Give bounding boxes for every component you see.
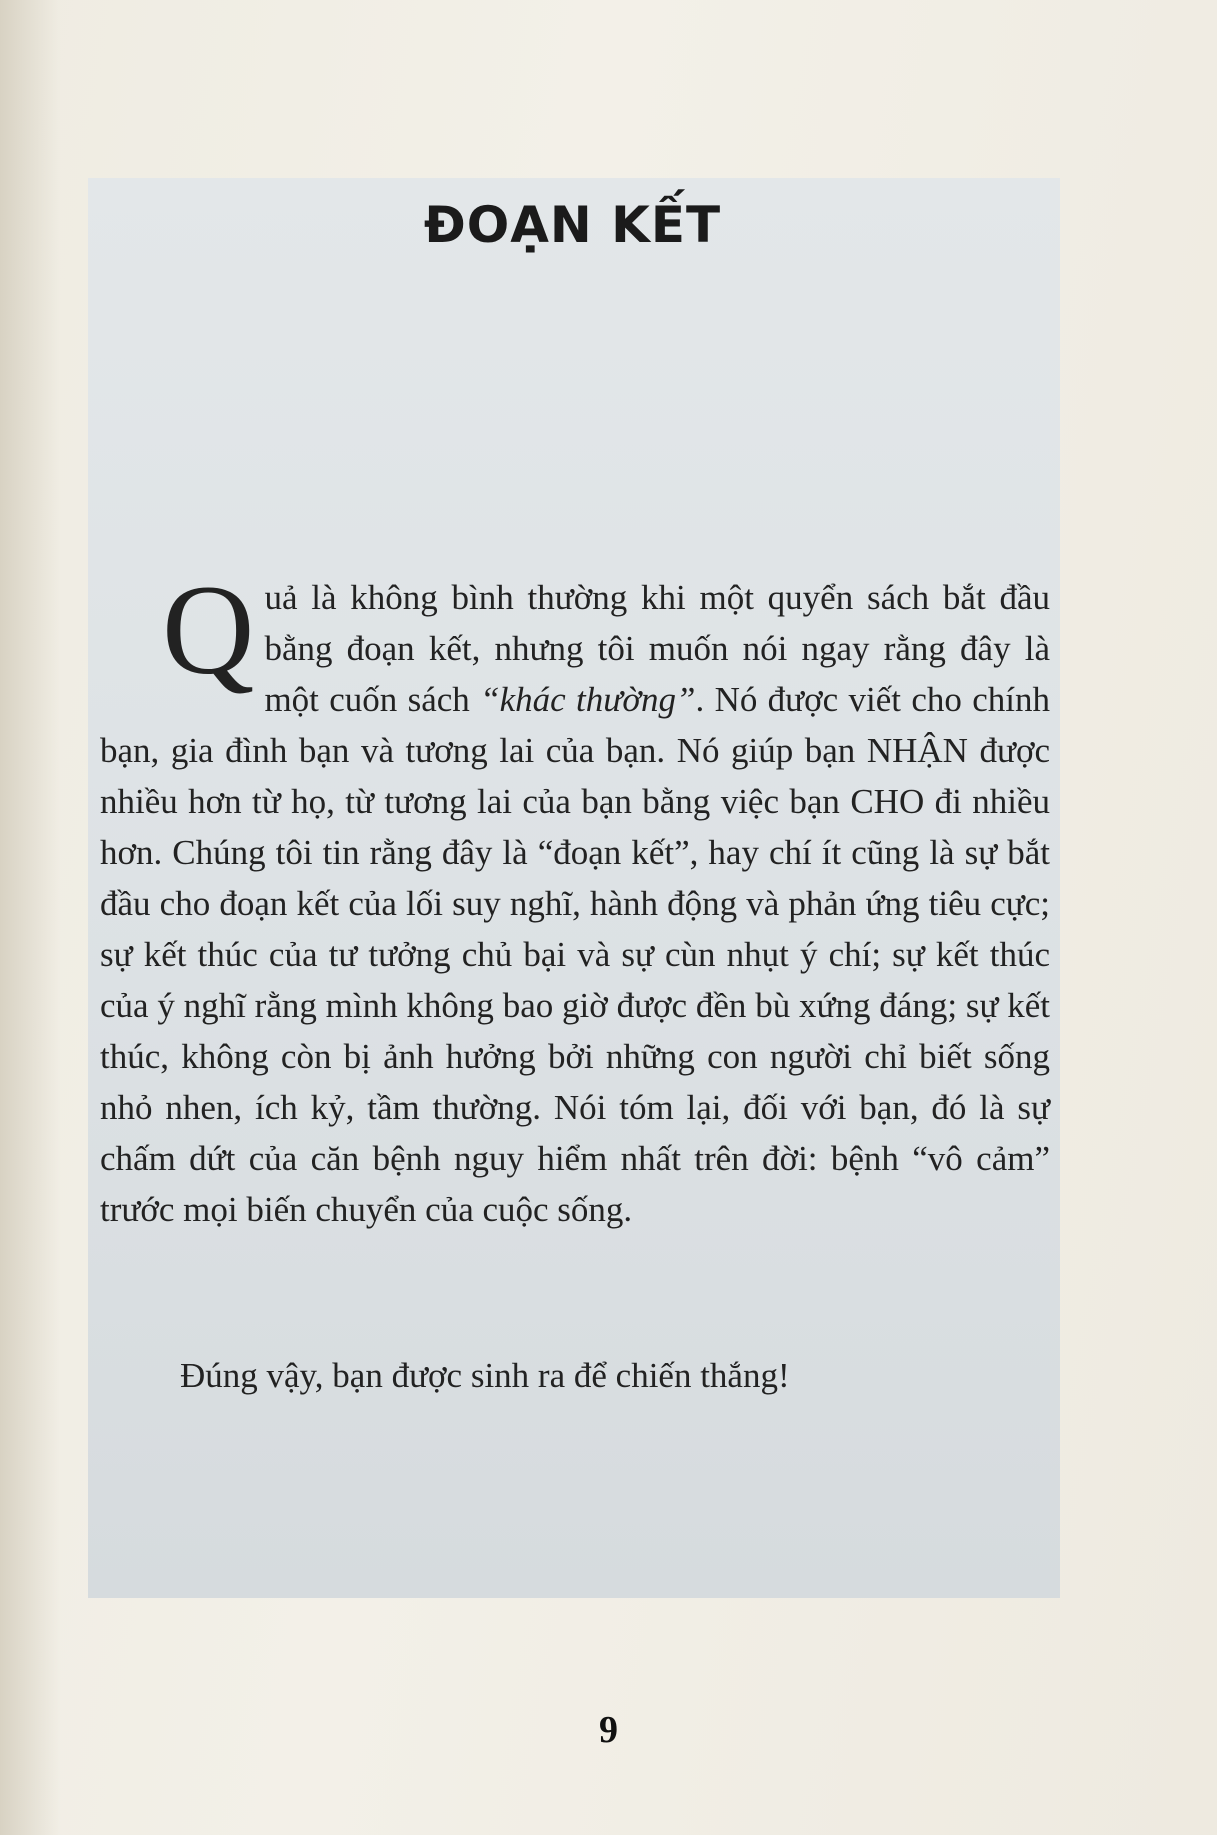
chapter-title: ĐOẠN KẾT (423, 196, 722, 254)
paragraph-text-end: . Nó được viết cho chính bạn, gia đình bạn và tương lai của bạn. Nó giúp bạn NHẬN được nhiều hơn từ họ, từ tương lai của bạn bằng việc bạn CHO đi nhiều hơn. Chúng tôi tin rằng đây là “đoạn kết”, hay chí ít cũng là sự bắt đầu cho đoạn kết của lối suy nghĩ, hành động và phản ứng tiêu cực; sự kết thúc của tư tưởng chủ bại và sự cùn nhụt ý chí; sự kết thúc của ý nghĩ rằng mình không bao giờ được đền bù xứng đáng; sự kết thúc, không còn bị ảnh hưởng bởi những con người chỉ biết sống nhỏ nhen, ích kỷ, tầm thường. Nói tóm lại, đối với bạn, đó là sự chấm dứt của căn bệnh nguy hiểm nhất trên đời: bệnh “vô cảm” trước mọi biến chuyển của cuộc sống. (100, 680, 1050, 1229)
page-number: 9 (599, 1709, 618, 1751)
spine-shadow (0, 0, 60, 1835)
body-paragraph (100, 559, 1050, 1235)
paragraph-italic-phrase: “khác thường” (480, 680, 696, 719)
drop-cap: Q (162, 559, 255, 701)
closing-line: Đúng vậy, bạn được sinh ra để chiến thắng! (180, 1356, 790, 1395)
paragraph-text-start: uả là không bình thường khi một quyển sách bắt đầu bằng đoạn kết, nhưng tôi muốn nói ngay rằng đây là một cuốn sách (264, 578, 1050, 719)
